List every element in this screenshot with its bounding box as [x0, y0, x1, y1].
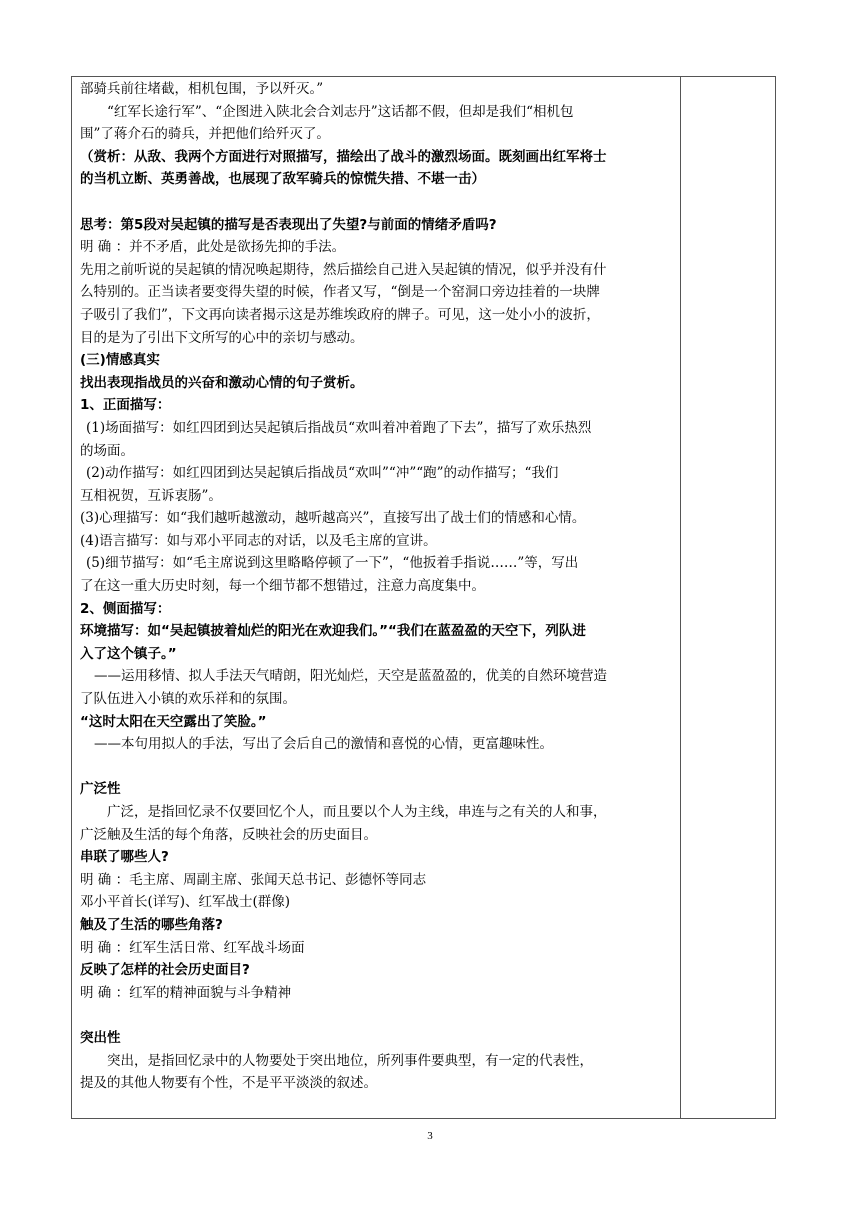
text-line: ——运用移情、拟人手法天气晴朗，阳光灿烂，天空是蓝盈盈的，优美的自然环境营造 — [94, 668, 607, 685]
text-line: 部骑兵前往堵截，相机包围，予以歼灭。” — [80, 81, 324, 97]
quote-line: “这时太阳在天空露出了笑脸。” — [80, 713, 267, 730]
text-line: 广泛，是指回忆录不仅要回忆个人，而且要以个人为主线，串连与之有关的人和事， — [107, 804, 607, 820]
text-line: 了在这一重大历史时刻，每一个细节都不想错过，注意力高度集中。 — [80, 578, 485, 595]
answer-line: 明 确 ：毛主席、周副主席、张闻天总书记、彭德怀等同志 — [80, 871, 427, 888]
text-line: (1)场面描写：如红四团到达吴起镇后指战员“欢叫着冲着跑了下去”，描写了欢乐热烈 — [86, 419, 592, 436]
text-line: “红军长途行军”、“企图进入陕北会合刘志丹”这话都不假，但却是我们“相机包 — [107, 103, 574, 120]
text-line: 互相祝贺，互诉衷肠”。 — [80, 487, 222, 504]
text-line: (5)细节描写：如“毛主席说到这里略略停顿了一下”，“他扳着手指说……”等，写出 — [86, 555, 579, 572]
text-line: (2)动作描写：如红四团到达吴起镇后指战员“欢叫”“冲”“跑”的动作描写；“我们 — [86, 465, 559, 482]
text-line: 目的是为了引出下文所写的心中的亲切与感动。 — [80, 329, 364, 346]
text-line: (3)心理描写：如“我们越听越激动，越听越高兴”，直接写出了战士们的情感和心情。 — [80, 510, 586, 527]
main-content — [80, 78, 676, 1095]
subsection-heading: 2、侧面描写： — [80, 600, 171, 617]
question-heading: 触及了生活的哪些角落? — [80, 916, 223, 933]
text-line: 广泛触及生活的每个角落，反映社会的历史面目。 — [80, 826, 377, 843]
text-line: 么特别的。正当读者要变得失望的时候，作者又写，“倒是一个窑洞口旁边挂着的一块牌 — [80, 284, 600, 301]
column-divider — [680, 76, 681, 1119]
subsection-heading: 1、正面描写： — [80, 397, 171, 414]
text-line: 围”了蒋介石的骑兵，并把他们给歼灭了。 — [80, 126, 330, 143]
section-heading: 广泛性 — [80, 781, 121, 798]
question-heading: 思考：第5段对吴起镇的描写是否表现出了失望?与前面的情绪矛盾吗? — [80, 216, 497, 233]
page-number: 3 — [427, 1130, 433, 1142]
text-line: 了队伍进入小镇的欢乐祥和的氛围。 — [80, 691, 296, 708]
text-line: 先用之前听说的吴起镇的情况唤起期待，然后描绘自己进入吴起镇的情况，似乎并没有什 — [80, 261, 607, 278]
section-heading: 突出性 — [80, 1029, 121, 1046]
answer-line: 明 确 ：红军生活日常、红军战斗场面 — [80, 939, 305, 956]
text-line: 突出，是指回忆录中的人物要处于突出地位，所列事件要典型，有一定的代表性， — [107, 1052, 593, 1069]
text-line: 的场面。 — [80, 442, 134, 459]
appreciation-line: （赏析：从敌、我两个方面进行对照描写，描绘出了战斗的激烈场面。既刻画出红军将士 — [80, 148, 607, 165]
text-line: 邓小平首长(详写)、红军战士(群像) — [80, 894, 291, 911]
answer-line: 明 确 ：红军的精神面貌与斗争精神 — [80, 984, 292, 1001]
blank-line — [80, 191, 676, 214]
section-heading: (三)情感真实 — [80, 352, 160, 369]
text-line: 提及的其他人物要有个性，不是平平淡淡的叙述。 — [80, 1075, 377, 1092]
environment-line: 入了这个镇子。” — [80, 645, 177, 662]
text-line: 子吸引了我们”，下文再向读者揭示这是苏维埃政府的牌子。可见，这一处小小的波折， — [80, 306, 600, 323]
appreciation-line: 的当机立断、英勇善战，也展现了敌军骑兵的惊慌失措、不堪一击） — [80, 171, 485, 188]
blank-line — [80, 756, 676, 779]
blank-line — [80, 1004, 676, 1027]
text-line: (4)语言描写：如与邓小平同志的对话，以及毛主席的宣讲。 — [80, 532, 437, 549]
answer-line: 明 确 ：并不矛盾，此处是欲扬先抑的手法。 — [80, 239, 346, 256]
environment-line: 环境描写：如“吴起镇披着灿烂的阳光在欢迎我们。”“我们在蓝盈盈的天空下，列队进 — [80, 623, 586, 640]
question-heading: 串联了哪些人? — [80, 849, 169, 866]
question-heading: 反映了怎样的社会历史面目? — [80, 962, 250, 979]
text-line: ——本句用拟人的手法，写出了会后自己的激情和喜悦的心情，更富趣味性。 — [94, 736, 553, 753]
task-heading: 找出表现指战员的兴奋和激动心情的句子赏析。 — [80, 374, 364, 391]
